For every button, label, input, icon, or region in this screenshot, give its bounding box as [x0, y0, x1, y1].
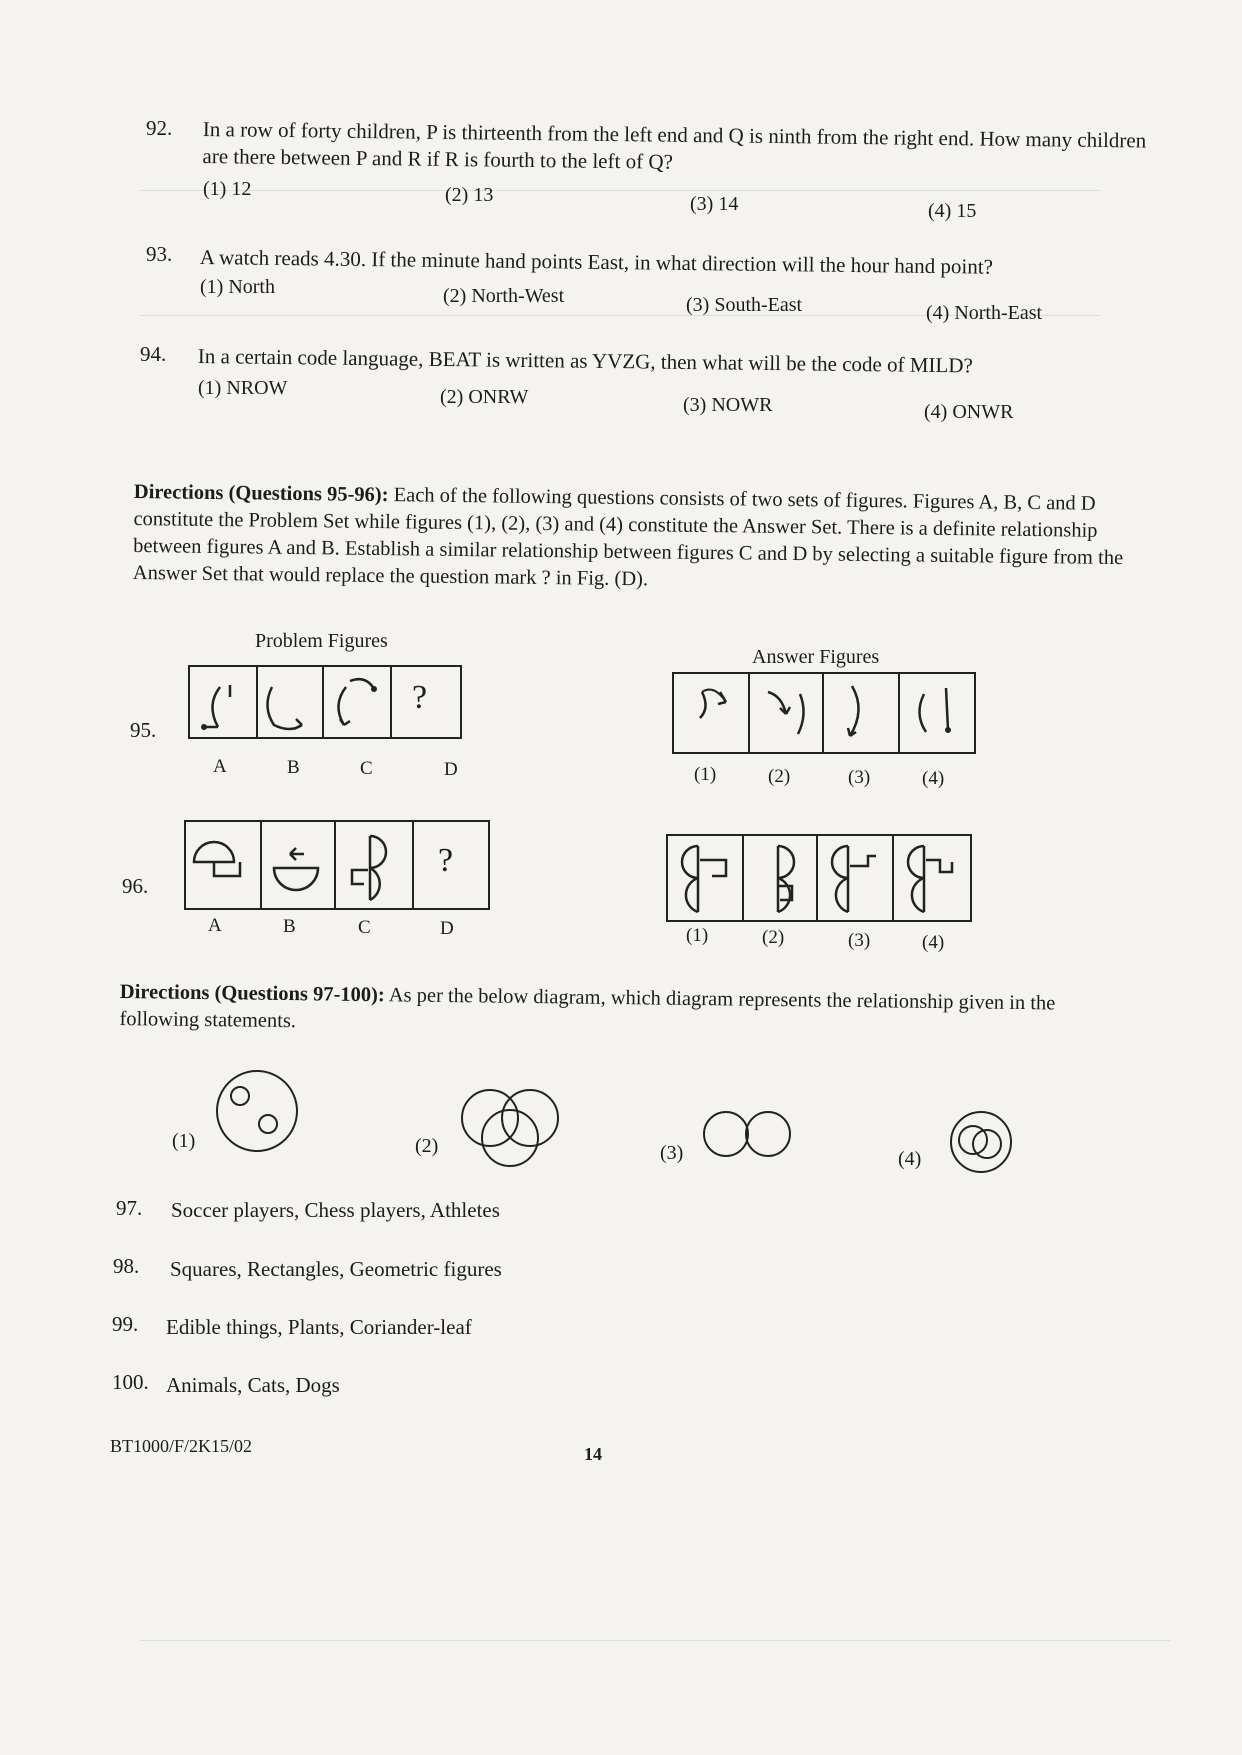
q95-label-d: D	[444, 759, 458, 780]
q96-figure-c	[334, 822, 414, 908]
venn-diagram-1[interactable]	[212, 1066, 302, 1156]
q95-problem-figures	[188, 665, 462, 739]
question-93-option-4[interactable]: (4) North-East	[926, 302, 1043, 324]
q96-answer-4[interactable]	[892, 836, 968, 920]
directions-97-100	[119, 979, 1140, 1045]
q96-figure-b	[260, 822, 336, 908]
semicircle-shape-icon	[892, 836, 968, 920]
q95-answer-figures[interactable]	[672, 672, 976, 754]
q96-problem-figures	[184, 820, 490, 910]
q96-answer-figures[interactable]	[666, 834, 972, 922]
question-97-number: 97.	[116, 1196, 143, 1220]
question-94-option-4[interactable]: (4) ONWR	[924, 401, 1014, 423]
q96-figure-d	[412, 822, 486, 908]
question-92-option-3[interactable]: (3) 14	[690, 193, 739, 215]
page-number: 14	[584, 1444, 602, 1464]
question-93-option-2[interactable]: (2) North-West	[443, 285, 565, 307]
question-94-option-3[interactable]: (3) NOWR	[683, 394, 773, 416]
venn-label-2: (2)	[415, 1135, 439, 1157]
question-92-text: In a row of forty children, P is thirteenth from the left end and Q is ninth from the right end. How many children are there between P and R if R is fourth to the left of Q?	[202, 116, 1147, 174]
curve-arrow-icon	[748, 674, 822, 752]
q95-answer-3[interactable]	[822, 674, 900, 752]
q96-answer-label-3: (3)	[848, 930, 871, 951]
q95-label-b: B	[287, 757, 300, 778]
q96-answer-label-4: (4)	[922, 932, 945, 953]
q95-answer-label-1: (1)	[694, 764, 717, 785]
q96-label-a: A	[208, 915, 222, 936]
q96-figure-a	[186, 822, 262, 908]
curve-arrow-icon	[322, 667, 390, 737]
q96-answer-label-1: (1)	[686, 925, 709, 946]
question-100-number: 100.	[112, 1370, 149, 1394]
venn-diagram-2[interactable]	[450, 1080, 570, 1170]
question-mark: ?	[412, 679, 428, 716]
problem-figures-caption: Problem Figures	[255, 630, 388, 652]
curve-arrow-icon	[898, 674, 972, 752]
directions-95-96-text: Each of the following questions consists of two sets of figures. Figures A, B, C and D constitute the Problem Set while figures (1), (2), (3) and (4) constitute the Answer Set. There is a definite relationship between figures A and B. Establish a similar relationship between figures C and D by selecting a suitable figure from the Answer Set that would replace the question mark ? in Fig. (D).	[132, 484, 1124, 591]
q96-answer-3[interactable]	[816, 836, 894, 920]
answer-figures-caption: Answer Figures	[752, 646, 880, 668]
q95-figure-b	[256, 667, 324, 737]
q96-answer-label-2: (2)	[762, 927, 785, 948]
semicircle-shape-icon	[668, 836, 742, 920]
question-93-number: 93.	[146, 242, 173, 266]
semicircle-shape-icon	[742, 836, 816, 920]
curve-arrow-icon	[674, 674, 748, 752]
venn-label-3: (3)	[660, 1142, 684, 1164]
q95-answer-label-3: (3)	[848, 767, 871, 788]
q96-label-c: C	[358, 917, 371, 938]
question-94-text: In a certain code language, BEAT is written as YVZG, then what will be the code of MILD?	[197, 343, 973, 378]
question-92-option-4[interactable]: (4) 15	[928, 200, 977, 222]
q96-answer-1[interactable]	[668, 836, 744, 920]
directions-95-96-heading: Directions (Questions 95-96):	[133, 480, 389, 507]
curve-arrow-icon	[190, 667, 256, 737]
question-94-option-2[interactable]: (2) ONRW	[440, 386, 529, 408]
venn-diagram-4[interactable]	[935, 1106, 1035, 1176]
q95-label-c: C	[360, 758, 373, 779]
question-99-number: 99.	[112, 1312, 139, 1336]
venn-diagram-3[interactable]	[700, 1100, 800, 1170]
question-93-option-1[interactable]: (1) North	[200, 276, 275, 298]
q95-answer-label-4: (4)	[922, 768, 945, 789]
q96-label-d: D	[440, 918, 454, 939]
question-97-text: Soccer players, Chess players, Athletes	[171, 1198, 500, 1222]
question-98-number: 98.	[113, 1254, 140, 1278]
question-93-text: A watch reads 4.30. If the minute hand points East, in what direction will the hour hand point?	[199, 244, 994, 279]
question-92-option-1[interactable]: (1) 12	[203, 178, 252, 200]
question-92-number: 92.	[146, 116, 173, 140]
curve-arrow-icon	[822, 674, 898, 752]
q95-label-a: A	[213, 756, 227, 777]
q96-label-b: B	[283, 916, 296, 937]
question-100-text: Animals, Cats, Dogs	[166, 1373, 340, 1397]
directions-95-96	[133, 479, 1152, 599]
question-mark: ?	[438, 842, 454, 879]
question-94-number: 94.	[140, 342, 167, 366]
q95-answer-1[interactable]	[674, 674, 750, 752]
semicircle-shape-icon	[334, 822, 412, 908]
semicircle-shape-icon	[816, 836, 892, 920]
question-99-text: Edible things, Plants, Coriander-leaf	[166, 1315, 472, 1339]
semicircle-shape-icon	[260, 822, 334, 908]
q95-answer-label-2: (2)	[768, 766, 791, 787]
question-93-option-3[interactable]: (3) South-East	[686, 294, 803, 316]
question-96-number: 96.	[122, 874, 149, 898]
venn-label-4: (4)	[898, 1148, 922, 1170]
footer-code: BT1000/F/2K15/02	[110, 1436, 253, 1456]
q95-figure-a	[190, 667, 258, 737]
q95-answer-4[interactable]	[898, 674, 972, 752]
question-95-number: 95.	[130, 718, 157, 742]
curve-arrow-icon	[256, 667, 322, 737]
directions-97-100-text: As per the below diagram, which diagram represents the relationship given in the following statements.	[119, 984, 1056, 1033]
venn-label-1: (1)	[172, 1130, 196, 1152]
q95-answer-2[interactable]	[748, 674, 824, 752]
question-98-text: Squares, Rectangles, Geometric figures	[170, 1257, 502, 1281]
question-92-option-2[interactable]: (2) 13	[445, 184, 494, 206]
q95-figure-c	[322, 667, 392, 737]
question-94-option-1[interactable]: (1) NROW	[198, 377, 288, 399]
semicircle-shape-icon	[186, 822, 260, 908]
q96-answer-2[interactable]	[742, 836, 818, 920]
show-through-line	[140, 1640, 1170, 1641]
show-through-line	[140, 190, 1100, 191]
directions-97-100-heading: Directions (Questions 97-100):	[119, 980, 385, 1007]
q95-figure-d	[390, 667, 458, 737]
